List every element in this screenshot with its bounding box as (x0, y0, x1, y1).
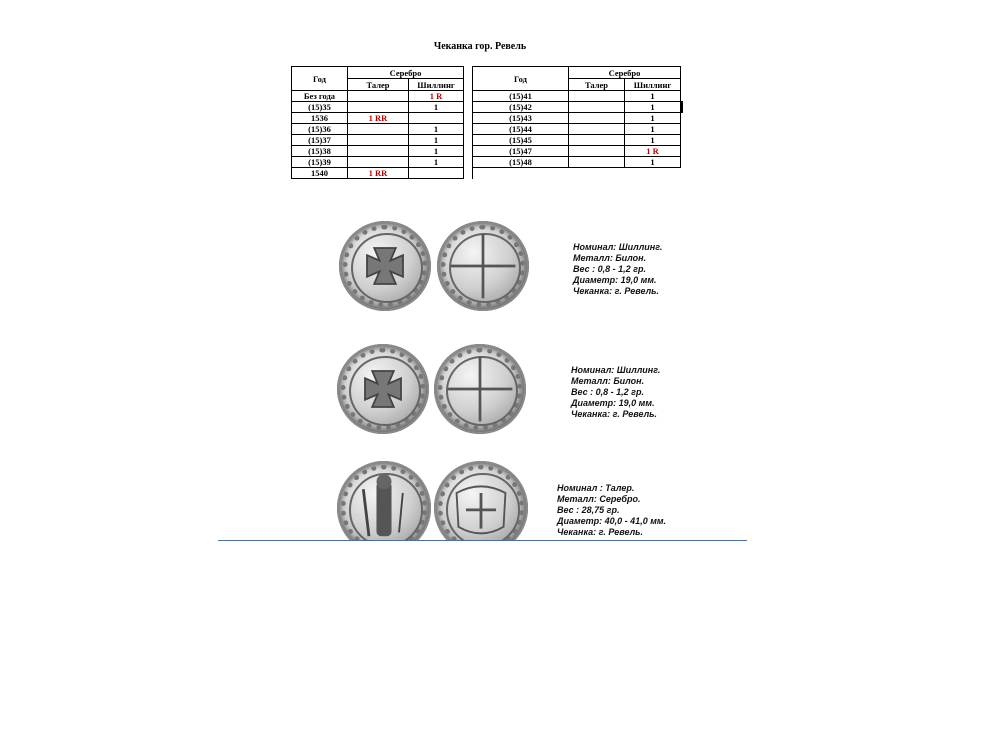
shilling-cell: 1 (625, 135, 681, 146)
taler-cell (348, 91, 409, 102)
shilling-cell: 1 R (625, 146, 681, 157)
year-cell: Без года (292, 91, 348, 102)
table-gap (464, 146, 473, 157)
taler-cell (348, 146, 409, 157)
shilling-cell: 1 (409, 124, 464, 135)
coin-info-line: Диаметр: 19,0 мм. (573, 275, 657, 285)
taler-cell (348, 102, 409, 113)
taler-cell (569, 135, 625, 146)
taler-cell (569, 146, 625, 157)
coin-info-line: Номинал : Талер. (557, 483, 635, 493)
shilling-cell (409, 113, 464, 124)
year-cell: (15)47 (473, 146, 569, 157)
year-cell: (15)41 (473, 91, 569, 102)
taler-cell (569, 91, 625, 102)
coin-info-line: Вес : 28,75 гр. (557, 505, 620, 515)
shilling-cell: 1 (409, 135, 464, 146)
coin-info-1 (573, 242, 662, 297)
year-cell: (15)43 (473, 113, 569, 124)
empty-cell (569, 168, 625, 179)
table-gap (464, 135, 473, 146)
year-cell: (15)45 (473, 135, 569, 146)
coin-info-line: Вес : 0,8 - 1,2 гр. (573, 264, 646, 274)
shilling-cell: 1 (625, 113, 681, 124)
empty-cell (625, 168, 681, 179)
table-gap (464, 113, 473, 124)
table-row (292, 113, 681, 124)
header-year-right: Год (473, 67, 569, 91)
header-taler-left: Талер (348, 79, 409, 91)
taler-cell: 1 RR (348, 168, 409, 179)
coin-info-line: Вес : 0,8 - 1,2 гр. (571, 387, 644, 397)
shilling-cell: 1 (409, 157, 464, 168)
shilling-reverse-image-1 (437, 221, 529, 311)
shilling-cell: 1 (625, 102, 681, 113)
table-gap (464, 91, 473, 102)
taler-cell (569, 102, 625, 113)
year-cell: 1540 (292, 168, 348, 179)
table-row (292, 91, 681, 102)
table-header-row (292, 67, 681, 79)
mint-table (291, 66, 681, 179)
table-gap (464, 67, 473, 91)
shilling-cell: 1 (409, 146, 464, 157)
coin-info-line: Металл: Билон. (571, 376, 645, 386)
header-year-left: Год (292, 67, 348, 91)
year-cell: (15)39 (292, 157, 348, 168)
shilling-obverse-image-1 (339, 221, 431, 311)
coin-info-line: Металл: Билон. (573, 253, 647, 263)
taler-cell (569, 124, 625, 135)
coin-info-line: Чеканка: г. Ревель. (573, 286, 660, 296)
table-gap (464, 157, 473, 168)
table-gap (464, 124, 473, 135)
taler-cell: 1 RR (348, 113, 409, 124)
coin-info-line: Чеканка: г. Ревель. (571, 409, 658, 419)
year-cell: (15)36 (292, 124, 348, 135)
page-divider (218, 540, 747, 541)
shilling-cell: 1 (625, 91, 681, 102)
table-gap (464, 168, 473, 179)
coin-info-3 (557, 483, 666, 538)
year-cell: (15)48 (473, 157, 569, 168)
coin-info-line: Металл: Серебро. (557, 494, 641, 504)
shilling-reverse-image-2 (434, 344, 526, 434)
coin-info-line: Диаметр: 19,0 мм. (571, 398, 655, 408)
coin-info-2 (571, 365, 660, 420)
header-silver-left: Серебро (348, 67, 464, 79)
taler-cell (569, 113, 625, 124)
header-silver-right: Серебро (569, 67, 681, 79)
image-crop-mask (330, 541, 550, 561)
year-cell: (15)35 (292, 102, 348, 113)
year-cell: (15)42 (473, 102, 569, 113)
table-row (292, 157, 681, 168)
header-shilling-left: Шиллинг (409, 79, 464, 91)
coin-info-line: Диаметр: 40,0 - 41,0 мм. (557, 516, 667, 526)
taler-cell (569, 157, 625, 168)
table-row (292, 168, 681, 179)
table-gap (464, 102, 473, 113)
empty-cell (473, 168, 569, 179)
year-cell: (15)38 (292, 146, 348, 157)
shilling-cell: 1 (625, 124, 681, 135)
coin-info-line: Номинал: Шиллинг. (573, 242, 663, 252)
text-cursor (681, 101, 683, 113)
table-row (292, 124, 681, 135)
shilling-cell: 1 (625, 157, 681, 168)
taler-cell (348, 124, 409, 135)
year-cell: (15)44 (473, 124, 569, 135)
header-shilling-right: Шиллинг (625, 79, 681, 91)
taler-cell (348, 135, 409, 146)
header-taler-right: Талер (569, 79, 625, 91)
coin-info-line: Чеканка: г. Ревель. (557, 527, 644, 537)
shilling-cell (409, 168, 464, 179)
year-cell: 1536 (292, 113, 348, 124)
taler-cell (348, 157, 409, 168)
shilling-obverse-image-2 (337, 344, 429, 434)
table-row (292, 135, 681, 146)
shilling-cell: 1 (409, 102, 464, 113)
table-row (292, 102, 681, 113)
coin-info-line: Номинал: Шиллинг. (571, 365, 661, 375)
page-title: Чеканка гор. Ревель (433, 41, 527, 52)
shilling-cell: 1 R (409, 91, 464, 102)
year-cell: (15)37 (292, 135, 348, 146)
table-row (292, 146, 681, 157)
table-body (292, 91, 681, 179)
